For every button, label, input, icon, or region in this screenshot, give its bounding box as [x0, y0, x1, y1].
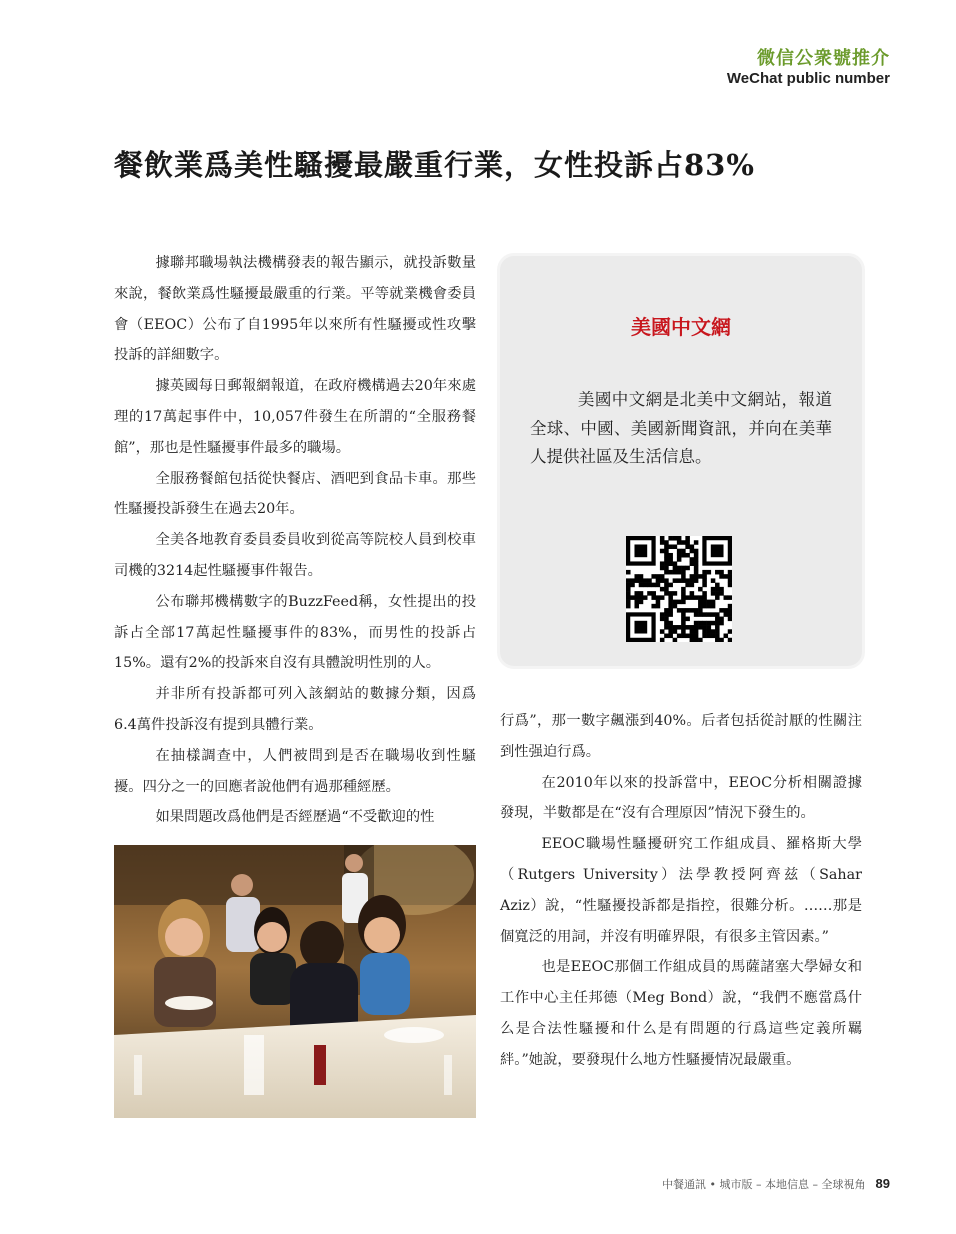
section-label-cn: 微信公衆號推介	[757, 48, 890, 69]
article-paragraph: EEOC職場性騷擾研究工作組成員、羅格斯大學（Rutgers University）法學教授阿齊兹（Sahar Aziz）說，“性騷擾投訴都是指控，很難分析。……那是個寬泛的用詞，并沒有明確界限，有很多主管因素。”	[500, 836, 862, 945]
article-paragraph: 并非所有投訴都可列入該網站的數據分類，因爲6.4萬件投訴沒有提到具體行業。	[114, 686, 476, 733]
article-paragraph: 據聯邦職場執法機構發表的報告顯示，就投訴數量來說，餐飲業爲性騷擾最嚴重的行業。平等就業機會委員會（EEOC）公布了自1995年以來所有性騷擾或性攻擊投訴的詳細數字。	[114, 255, 476, 364]
article-paragraph: 全服務餐館包括從快餐店、酒吧到食品卡車。那些性騷擾投訴發生在過去20年。	[114, 470, 476, 518]
article-paragraph: 全美各地教育委員委員收到從高等院校人員到校車司機的3214起性騷擾事件報告。	[114, 532, 476, 579]
promo-box-title: 美國中文網	[631, 315, 731, 339]
article-paragraph: 也是EEOC那個工作組成員的馬薩諸塞大學婦女和工作中心主任邦德（Meg Bond）說，“我們不應當爲什么是合法性騷擾和什么是有問題的行爲這些定義所羈絆。”她說，要發現什么地方性騷擾情况最嚴重。	[500, 959, 862, 1068]
article-column-left	[114, 248, 476, 833]
article-paragraph: 在2010年以來的投訴當中，EEOC分析相關證據發現，半數都是在“沒有合理原因”情況下發生的。	[500, 774, 862, 822]
article-paragraph: 行爲”，那一數字飆漲到40%。后者包括從討厭的性關注到性强迫行爲。	[500, 713, 862, 760]
article-paragraph: 公布聯邦機構數字的BuzzFeed稱，女性提出的投訴占全部17萬起性騷擾事件的83%，而男性的投訴占15%。還有2%的投訴來自沒有具體說明性別的人。	[114, 593, 476, 672]
article-column-right	[500, 706, 862, 1076]
article-paragraph: 據英國每日郵報網報道，在政府機構過去20年來處理的17萬起事件中，10,057件發生在所謂的“全服務餐館”，那也是性騷擾事件最多的職場。	[114, 378, 476, 456]
page-footer	[662, 1176, 890, 1192]
page-number: 89	[875, 1176, 890, 1191]
publication-name: 中餐通訊 • 城市版 – 本地信息 – 全球視角	[662, 1178, 866, 1191]
article-title: 餐飲業爲美性騷擾最嚴重行業，女性投訴占83%	[114, 148, 755, 182]
qr-code-icon[interactable]	[626, 536, 732, 642]
section-label-en: WeChat public number	[726, 70, 890, 87]
promo-box-text: 美國中文網是北美中文網站，報道全球、中國、美國新聞資訊，并向在美華人提供社區及生活信息。	[530, 390, 832, 466]
promo-box	[500, 256, 862, 666]
article-paragraph: 在抽樣調查中，人們被問到是否在職場收到性騷擾。四分之一的回應者說他們有過那種經歷。	[114, 747, 476, 795]
article-paragraph: 如果問題改爲他們是否經歷過“不受歡迎的性	[155, 809, 435, 826]
restaurant-photo	[114, 845, 476, 1118]
